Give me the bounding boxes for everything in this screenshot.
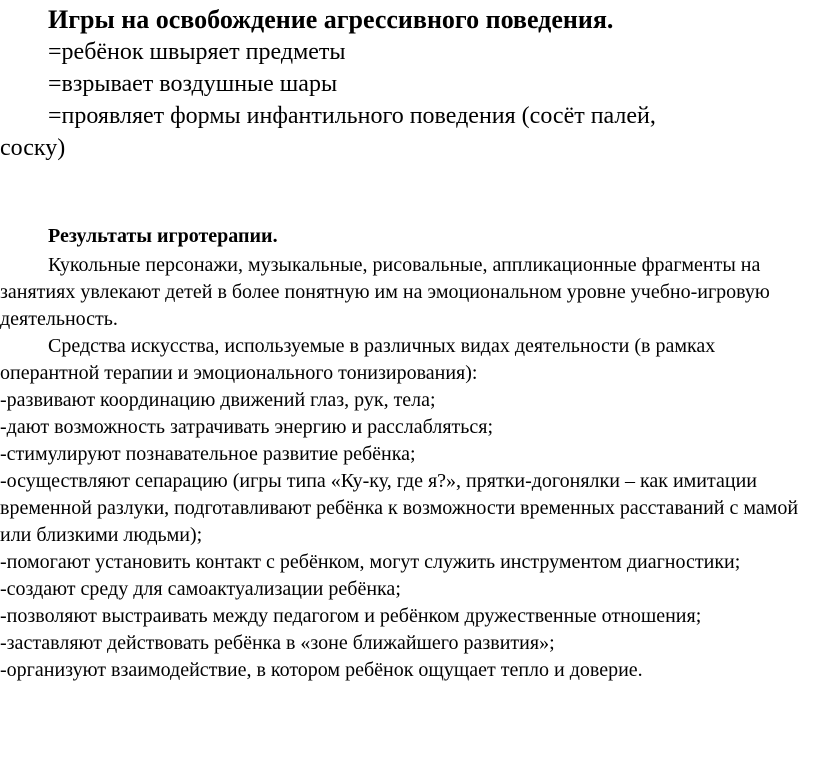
- list-item: -дают возможность затрачивать энергию и расслабляться;: [0, 416, 494, 438]
- therapy-results-section: [0, 223, 812, 684]
- list-item: -осуществляют сепарацию (игры типа «Ку-ку, где я?», прятки-догонялки – как имитации временной разлуки, подготавливают ребёнка к возможности временных расставаний с мамой или близкими людьми);: [0, 470, 799, 546]
- paragraph: Кукольные персонажи, музыкальные, рисовальные, аппликационные фрагменты на занятиях увлекают детей в более понятную им на эмоциональном уровне учебно-игровую деятельность.: [0, 254, 770, 330]
- list-item: -помогают установить контакт с ребёнком, могут служить инструментом диагностики;: [0, 551, 741, 573]
- list-item-continuation: соску): [0, 135, 66, 161]
- section-title: Результаты игротерапии.: [48, 225, 278, 247]
- paragraph: Средства искусства, используемые в различных видах деятельности (в рамках оперантной терапии и эмоционального тонизирования):: [0, 335, 716, 384]
- list-item: -развивают координацию движений глаз, рук, тела;: [0, 389, 436, 411]
- list-item: =ребёнок швыряет предметы: [48, 39, 346, 65]
- list-item: -организуют взаимодействие, в котором ребёнок ощущает тепло и доверие.: [0, 659, 643, 681]
- list-item: -заставляют действовать ребёнка в «зоне ближайшего развития»;: [0, 632, 555, 654]
- list-item: -стимулируют познавательное развитие ребёнка;: [0, 443, 416, 465]
- section-title: Игры на освобождение агрессивного поведения.: [48, 5, 614, 34]
- list-item: =взрывает воздушные шары: [48, 71, 338, 97]
- list-item: -позволяют выстраивать между педагогом и ребёнком дружественные отношения;: [0, 605, 702, 627]
- list-item: =проявляет формы инфантильного поведения (сосёт палей,: [48, 103, 656, 129]
- list-item: -создают среду для самоактуализации ребёнка;: [0, 578, 401, 600]
- aggressive-behavior-section: [0, 4, 812, 164]
